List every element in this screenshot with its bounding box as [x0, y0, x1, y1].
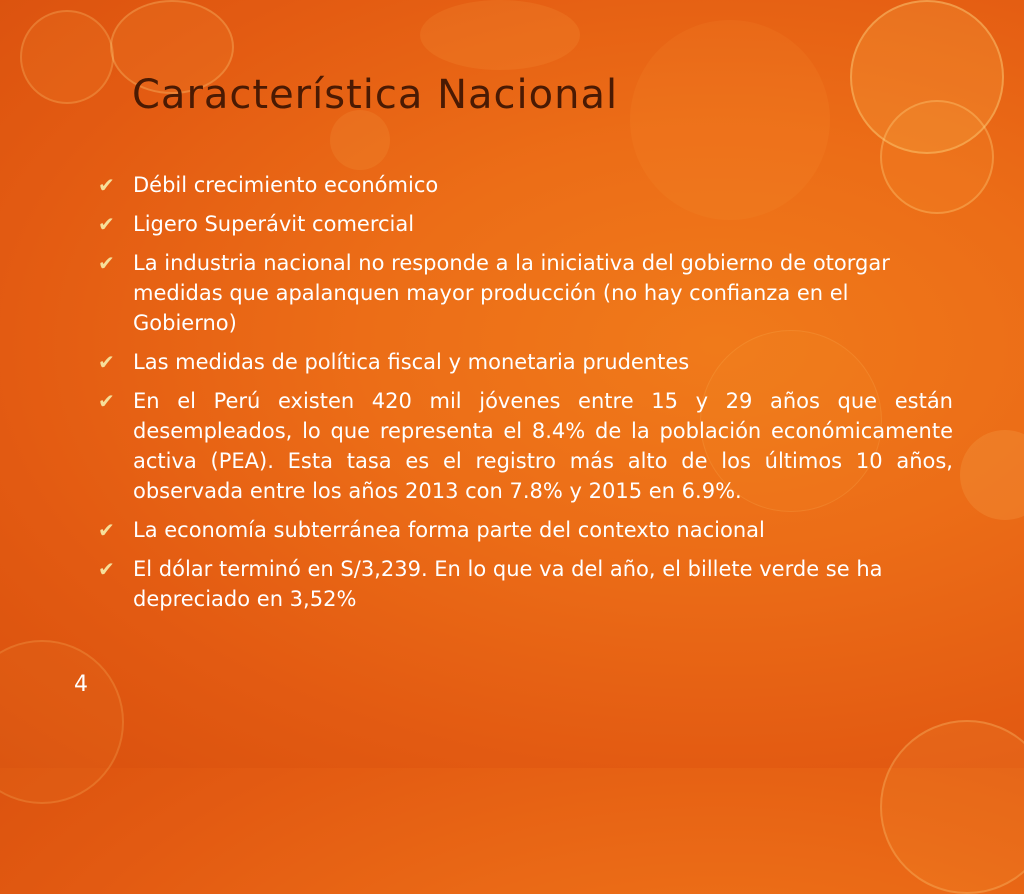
- background-bokeh-circle: [960, 430, 1024, 520]
- checkmark-icon: ✔: [98, 173, 115, 197]
- bullet-text: Débil crecimiento económico: [133, 173, 439, 197]
- bullet-text: Las medidas de política fiscal y monetaria prudentes: [133, 350, 690, 374]
- background-bokeh-circle: [880, 720, 1024, 894]
- checkmark-icon: ✔: [98, 350, 115, 374]
- bullet-text: En el Perú existen 420 mil jóvenes entre 15 y 29 años que están desempleados, lo que representa el 8.4% de la población económicamente activa (PEA). Esta tasa es el registro más alto de los últimos 10 años, observada entre los años 2013 con 7.8% y 2015 en 6.9%.: [133, 389, 953, 503]
- bullet-text: La economía subterránea forma parte del contexto nacional: [133, 518, 765, 542]
- slide-title: Característica Nacional: [132, 72, 619, 118]
- background-bokeh-circle: [420, 0, 580, 70]
- checkmark-icon: ✔: [98, 212, 115, 236]
- checkmark-icon: ✔: [98, 518, 115, 542]
- bullet-text: Ligero Superávit comercial: [133, 212, 415, 236]
- background-bokeh-circle: [330, 110, 390, 170]
- bullet-item: [98, 554, 953, 614]
- bullet-item: [98, 386, 953, 506]
- bullet-item: [98, 347, 953, 377]
- checkmark-icon: ✔: [98, 251, 115, 275]
- bullet-item: [98, 209, 953, 239]
- background-bokeh-circle: [0, 640, 124, 804]
- bullet-item: [98, 515, 953, 545]
- checkmark-icon: ✔: [98, 389, 115, 413]
- bullet-text: La industria nacional no responde a la iniciativa del gobierno de otorgar medidas que apalanquen mayor producción (no hay confianza en el Gobierno): [133, 251, 890, 335]
- bullet-list: [98, 170, 953, 623]
- background-bokeh-circle: [850, 0, 1004, 154]
- background-bokeh-circle: [20, 10, 114, 104]
- slide-number: 4: [74, 672, 88, 697]
- checkmark-icon: ✔: [98, 557, 115, 581]
- bullet-text: El dólar terminó en S/3,239. En lo que va del año, el billete verde se ha depreciado en 3,52%: [133, 557, 883, 611]
- bullet-item: [98, 170, 953, 200]
- bullet-item: [98, 248, 953, 338]
